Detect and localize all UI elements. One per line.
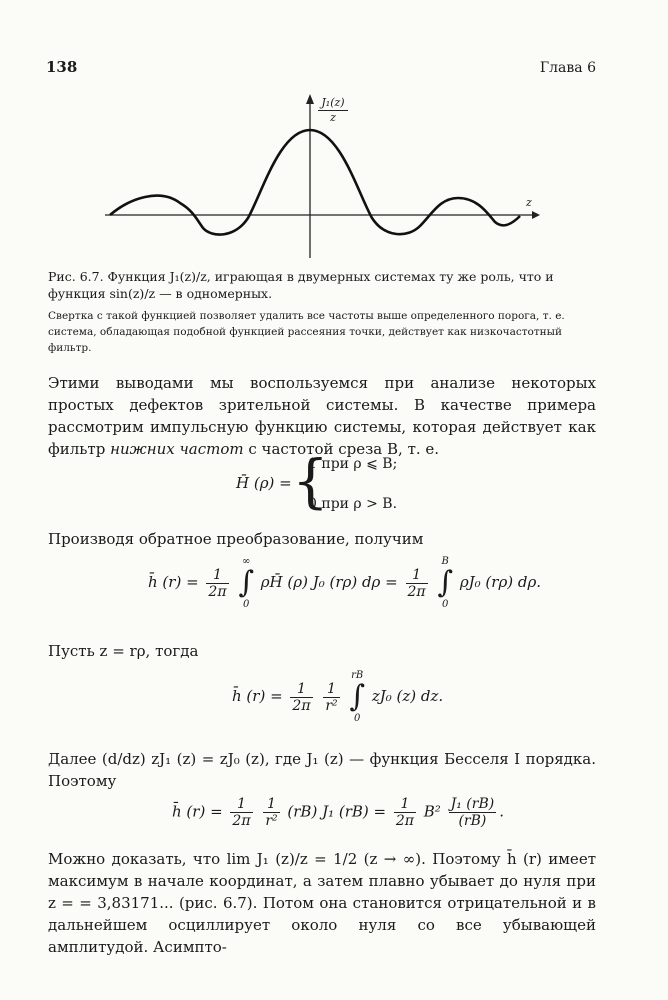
equation-1-case-2: 0 при ρ > B. [308,496,398,512]
equation-3 [232,670,443,724]
eq2-integral-1: ∞ ∫ 0 [238,556,254,610]
p1-emphasis: нижних частот [110,440,244,458]
equation-4: h̄ (r) = $\frac{1}{2\pi}$ $\frac{1}{\text{r²}}$ (rB) J₁ (rB) = $\frac{1}{2\pi}$ B² $\frac{\text{J₁ (rB)}}{(rB)}$ . [172,796,504,829]
equation-1-case-1: 1 при ρ ⩽ B; [308,456,398,472]
eq4-fraction-2: $\frac{1}{\text{r²}}$ [265,796,278,829]
eq4-fraction-1: $\frac{1}{2\pi}$ [232,796,251,829]
eq2-integrand-1: ρH̄ (ρ) J₀ (rρ) dρ = [260,573,398,591]
page-number: 138 [46,58,78,76]
equation-1-lhs: H̄ (ρ) = [236,474,292,492]
eq4-fraction-4: $\frac{\text{J₁ (rB)}}{(rB)}$ [450,796,495,829]
x-axis-label: z [526,196,532,209]
figure-caption: Рис. 6.7. Функция J₁(z)/z, играющая в двумерных системах ту же роль, что и функция sin(z)/z — в одномерных. [48,269,554,301]
y-label-denominator: z [330,111,336,124]
eq4-b-squared: B² [423,802,441,821]
eq2-integrand-2: ρJ₀ (rρ) dρ. [459,573,542,591]
eq4-lhs: h̄ (r) = [172,802,223,821]
eq2-fraction-2: $\frac{1}{2\pi}$ [407,566,426,600]
p1-text-b: с частотой среза B, т. е. [243,440,440,458]
eq2-lhs: h̄ (r) = [148,573,199,591]
eq4-middle: (rB) J₁ (rB) = [287,802,387,821]
y-axis-arrow [306,94,314,104]
eq2-fraction-1: $\frac{1}{2\pi}$ [208,566,227,600]
eq4-fraction-3: $\frac{1}{2\pi}$ [395,796,414,829]
eq3-fraction-1: $\frac{1}{2\pi}$ [292,680,311,714]
eq3-fraction-2: $\frac{1}{\text{r²}}$ [325,680,338,714]
paragraph-2: Производя обратное преобразование, получим [48,530,424,548]
paragraph-5: Можно доказать, что lim J₁ (z)/z = 1/2 (z → ∞). Поэтому h̄ (r) имеет максимум в начале координат, а затем плавно убывает до нуля при z = = 3,83171... (рис. 6.7). Потом она становится отрицательной и в дальнейшем осциллирует около нуля со все убывающей амплитудой. Асимпто- [48,850,596,956]
paragraph-4: Далее (d/dz) zJ₁ (z) = zJ₀ (z), где J₁ (z) — функция Бесселя I порядка. Поэтому [48,750,596,790]
bessel-curve [110,130,520,235]
figure-note: Свертка с такой функцией позволяет удалить все частоты выше определенного порога, т. е. система, обладающая подобной функцией рассеяния точки, действует как низкочастотный фильтр. [48,310,565,354]
y-label-numerator: J₁(z) [318,96,348,111]
eq3-integrand: zJ₀ (z) dz. [371,687,444,705]
paragraph-3: Пусть z = rρ, тогда [48,642,199,660]
eq3-integral: rB ∫ 0 [349,670,366,724]
running-title: Глава 6 [539,60,596,76]
p1-text-a: Этими выводами мы воспользуемся при анализе некоторых простых дефектов зрительной системы. В качестве примера рассмотрим импульсную функцию системы, которая действует как фильтр [48,374,596,458]
equation-2 [148,556,541,610]
eq2-integral-2: B ∫ 0 [437,556,454,610]
eq3-lhs: h̄ (r) = [232,687,283,705]
equation-1-brace: { [292,447,329,515]
y-axis-label [318,96,348,124]
x-axis-arrow [532,211,540,219]
